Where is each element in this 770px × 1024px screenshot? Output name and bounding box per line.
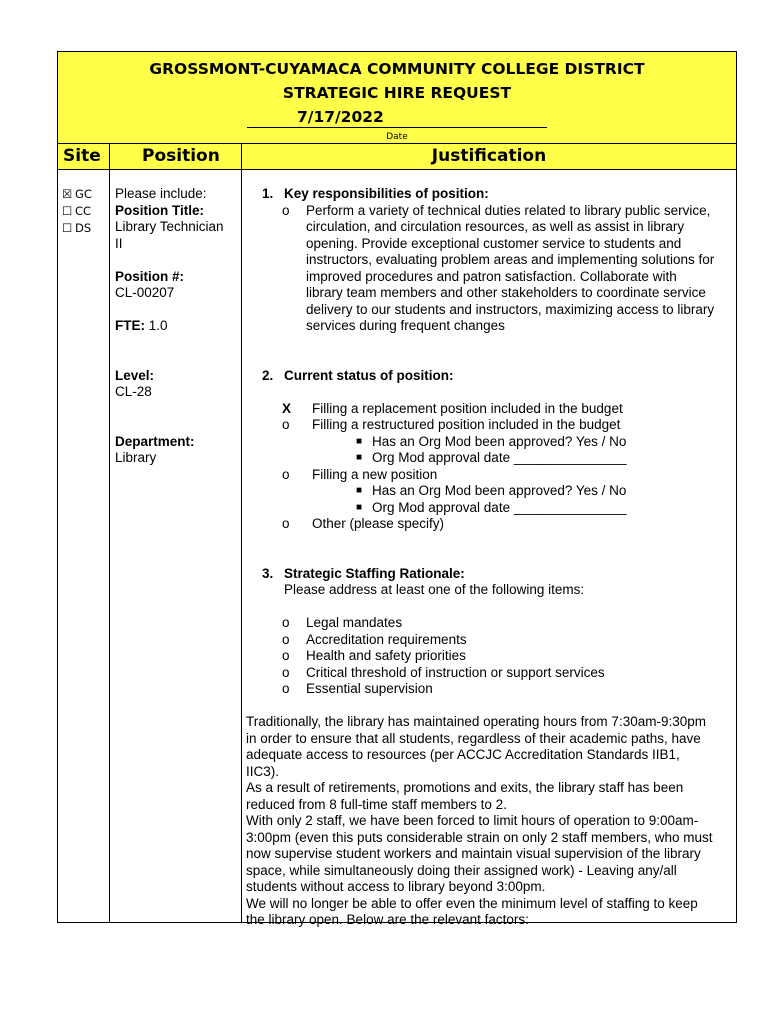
justification-column	[242, 170, 736, 927]
status-option-new: o Filling a new position	[282, 466, 438, 482]
district-name: GROSSMONT-CUYAMACA COMMUNITY COLLEGE DISTRICT	[149, 60, 645, 78]
hire-request-form	[57, 51, 737, 927]
position-header: Position	[110, 144, 242, 169]
form-header	[57, 51, 737, 143]
date-value: 7/17/2022	[247, 107, 547, 128]
narrative-text: Traditionally, the library has maintained operating hours from 7:30am-9:30pm in order to ensure that all students, regardless of their academic paths, have adequate access to resources (per ACCJC Accreditation Standards IIB1, IIC3). As a result of retirements, promotions and exits, the library staff has been reduced from 8 full-time staff members to 2. With only 2 staff, we have been forced to limit hours of operation to 9:00am- 3:00pm (even this puts considerable strain on only 2 staff members, who must now supervise student workers and maintain visual supervision of the library space, while simultaneously doing their assigned work) - Leaving any/all students without access to library beyond 3:00pm. We will no longer be able to offer even the minimum level of staffing to keep the library open. Below are the relevant factors:	[246, 714, 713, 927]
justification-header: Justification	[431, 146, 547, 166]
bullet-circle-icon: o	[282, 681, 290, 696]
fte-field	[115, 318, 241, 335]
level-label: Level:	[115, 367, 155, 383]
rationale-item: o Health and safety priorities	[282, 648, 466, 663]
position-title-label: Position Title:	[115, 202, 205, 218]
form-title: STRATEGIC HIRE REQUEST	[282, 84, 512, 102]
org-mod-date-a: ■ Org Mod approval date _______________	[356, 450, 627, 465]
bullet-circle-icon: o	[282, 466, 290, 482]
section-2-heading: 2. Current status of position:	[262, 367, 454, 383]
site-option-gc[interactable]: ☒ GC	[62, 187, 92, 201]
section-1-heading: 1. Key responsibilities of position:	[262, 186, 489, 201]
bullet-square-icon: ■	[356, 485, 363, 496]
status-option-replacement: X Filling a replacement position included in the budget	[282, 400, 623, 416]
level-value: CL-28	[115, 384, 152, 399]
position-title-value: Library Technician	[115, 219, 224, 234]
position-number-label: Position #:	[115, 268, 185, 284]
department-label: Department:	[115, 433, 195, 449]
bullet-circle-icon: o	[282, 516, 290, 531]
position-title-value-cont: II	[115, 235, 123, 251]
bullet-square-icon: ■	[356, 435, 363, 447]
section-1-bullet: o Perform a variety of technical duties related to library public service, circulation, and circulation resources, as well as assist in library opening. Provide exceptional customer service to students and instructors, evaluating problem areas and implementing solutions for improved procedures and patron satisfaction. Collaborate with library team members and other stakeholders to coordinate service delivery to our students and instructors, maximizing access to library services during frequent changes	[282, 202, 715, 333]
checkbox-empty-icon[interactable]: ☐	[62, 204, 73, 218]
position-number-value: CL-00207	[115, 285, 175, 300]
fte-label: FTE:	[115, 318, 145, 333]
fte-value: 1.0	[148, 318, 168, 333]
position-intro: Please include:	[115, 186, 207, 201]
org-mod-approved-a: ■ Has an Org Mod been approved? Yes / No	[356, 433, 627, 449]
bullet-circle-icon: o	[282, 615, 290, 630]
position-column	[110, 170, 242, 922]
site-option-ds[interactable]: ☐ DS	[62, 221, 92, 235]
bullet-circle-icon: o	[282, 202, 290, 218]
department-value: Library	[115, 450, 157, 465]
date-label: Date	[386, 132, 408, 142]
selected-x-mark: X	[282, 400, 292, 416]
bullet-circle-icon: o	[282, 631, 290, 647]
bullet-circle-icon: o	[282, 664, 290, 680]
rationale-item: o Legal mandates	[282, 615, 403, 630]
org-mod-approved-b: ■ Has an Org Mod been approved? Yes / No	[356, 483, 627, 498]
status-option-other: o Other (please specify)	[282, 516, 445, 531]
rationale-item: o Accreditation requirements	[282, 631, 467, 647]
site-option-cc[interactable]: ☐ CC	[62, 204, 92, 218]
section-3-heading: 3. Strategic Staffing Rationale:	[262, 565, 465, 581]
bullet-circle-icon: o	[282, 648, 290, 663]
section-3-subtitle: Please address at least one of the following items:	[284, 582, 585, 597]
checkbox-checked-icon[interactable]: ☒	[62, 187, 73, 201]
status-option-restructured: o Filling a restructured position included in the budget	[282, 417, 621, 432]
bullet-square-icon: ■	[356, 452, 363, 463]
form-body	[57, 170, 737, 927]
column-headers	[57, 143, 737, 170]
bullet-circle-icon: o	[282, 417, 290, 432]
rationale-item: o Critical threshold of instruction or support services	[282, 664, 605, 680]
site-header: Site	[58, 144, 110, 169]
site-column	[58, 170, 110, 922]
checkbox-empty-icon[interactable]: ☐	[62, 221, 73, 235]
rationale-item: o Essential supervision	[282, 681, 433, 696]
bullet-square-icon: ■	[356, 501, 363, 513]
org-mod-date-b: ■ Org Mod approval date _______________	[356, 499, 627, 515]
